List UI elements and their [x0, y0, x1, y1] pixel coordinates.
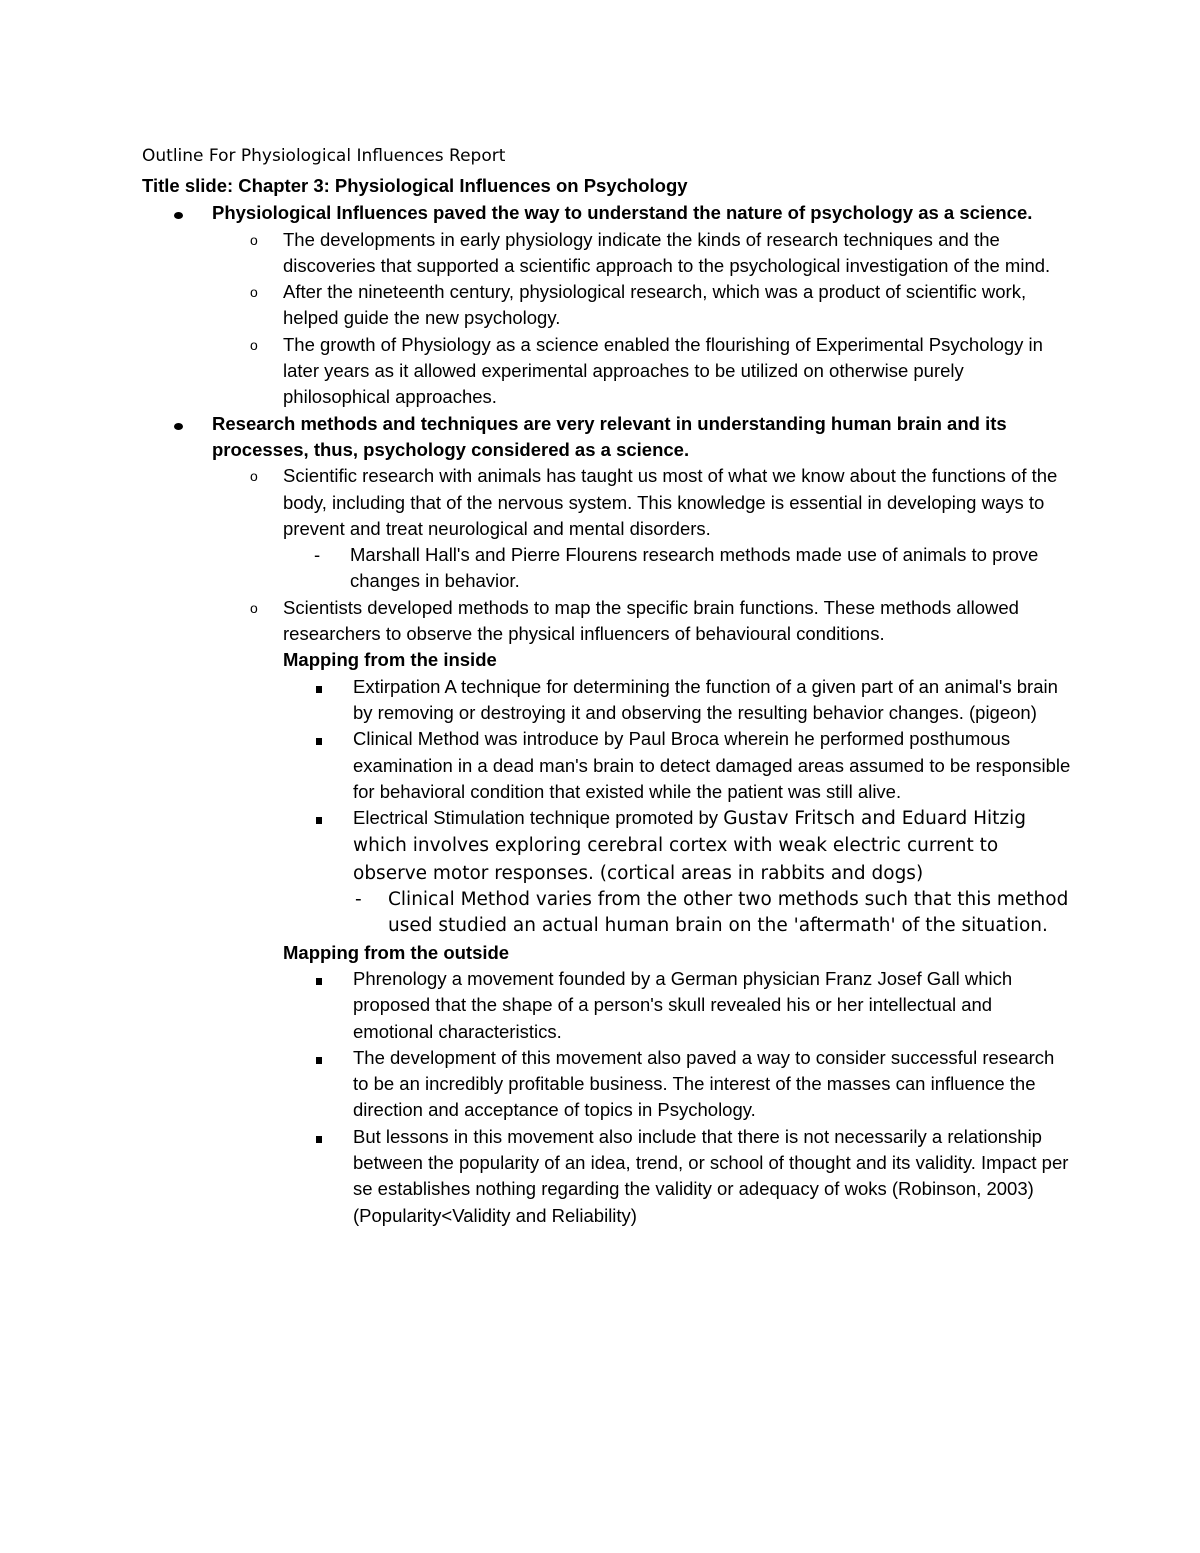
mapping-inside-item [353, 674, 1072, 727]
square-bullet-icon [316, 966, 328, 992]
dash-bullet-icon: - [355, 889, 362, 911]
mapping-outside-heading: Mapping from the outside [283, 941, 510, 963]
section-1-point-text: The developments in early physiology indicate the kinds of research techniques and the discoveries that supported a scientific approach to the psychological investigation of the mind. [283, 228, 1051, 276]
square-bullet-icon [316, 1045, 328, 1071]
section-2-label: Research methods and techniques are very relevant in understanding human brain and its processes, thus, psychology considered as a science. [212, 412, 1007, 460]
section-1-point-text: The growth of Physiology as a science enabled the flourishing of Experimental Psychology in later years as it allowed experimental approaches to be utilized on otherwise purely philosophical approaches. [283, 333, 1043, 408]
document-body [142, 143, 1072, 1229]
bullet-disc-icon [174, 411, 194, 437]
mapping-inside-item-text: Extirpation A technique for determining the function of a given part of an animal's brain by removing or destroying it and observing the resulting behavior changes. (pigeon) [353, 675, 1058, 723]
section-2-point [250, 595, 1072, 648]
document-heading: Outline For Physiological Influences Report [142, 146, 506, 166]
circle-bullet-icon: o [250, 599, 258, 616]
section-2-point-text: Scientific research with animals has taught us most of what we know about the functions of the body, including that of the nervous system. This knowledge is essential in developing ways to prevent and treat neurological and mental disorders. [283, 465, 1058, 539]
bullet-disc-icon [174, 200, 194, 226]
section-1-point [250, 279, 1072, 332]
mapping-outside-item [353, 1124, 1072, 1229]
title-slide-line: Title slide: Chapter 3: Physiological Influences on Psychology [142, 175, 688, 196]
section-1-bullet [212, 200, 1072, 226]
mapping-inside-item-text-rest: Gustav Fritsch and Eduard Hitzig which involves exploring cerebral cortex with weak electric current to observe motor responses. (cortical areas in rabbits and dogs) [353, 808, 1027, 884]
circle-bullet-icon: o [250, 468, 258, 485]
circle-bullet-icon: o [250, 231, 258, 248]
section-2-point-text: Scientists developed methods to map the specific brain functions. These methods allowed researchers to observe the physical influencers of behavioural conditions. [283, 596, 1019, 645]
square-bullet-icon [316, 674, 328, 700]
section-1-point-text: After the nineteenth century, physiological research, which was a product of scientific work, helped guide the new psychology. [283, 281, 1027, 329]
circle-bullet-icon: o [250, 284, 258, 301]
mapping-inside-note-text: Clinical Method varies from the other two methods such that this method used studied an actual human brain on the 'aftermath' of the situation. [388, 889, 1069, 937]
mapping-outside-item-text: But lessons in this movement also include that there is not necessarily a relationship between the popularity of an idea, trend, or school of thought and its validity. Impact per se establishes nothing regarding the validity or adequacy of woks (Robinson, 2003) (Popularity<Validity and Reliability) [353, 1125, 1069, 1226]
section-2-subpoint-text: Marshall Hall's and Pierre Flourens research methods made use of animals to prove changes in behavior. [350, 544, 1039, 592]
mapping-outside-item [353, 1045, 1072, 1124]
circle-bullet-icon: o [250, 336, 258, 353]
square-bullet-icon [316, 1124, 328, 1150]
section-1-point [250, 227, 1072, 280]
dash-bullet-icon: - [314, 544, 321, 566]
mapping-inside-item [353, 805, 1072, 887]
section-2-point [250, 463, 1072, 542]
mapping-outside-item-text: The development of this movement also paved a way to consider successful research to be an incredibly profitable business. The interest of the masses can influence the direction and acceptance of topics in Psychology. [353, 1046, 1055, 1121]
square-bullet-icon [316, 726, 328, 752]
section-2-subpoint [314, 542, 1072, 595]
mapping-outside-item [353, 966, 1072, 1045]
section-1-label: Physiological Influences paved the way to understand the nature of psychology as a science. [212, 202, 1033, 224]
mapping-inside-heading: Mapping from the inside [283, 649, 497, 671]
section-1-point [250, 332, 1072, 411]
mapping-inside-item-text: Clinical Method was introduce by Paul Broca wherein he performed posthumous examination in a dead man's brain to detect damaged areas assumed to be responsible for behavioral condition that existed while the patient was still alive. [353, 728, 1071, 802]
mapping-inside-item [353, 726, 1072, 805]
mapping-outside-item-text: Phrenology a movement founded by a German physician Franz Josef Gall which proposed that the shape of a person's skull revealed his or her intellectual and emotional characteristics. [353, 967, 1013, 1042]
mapping-inside-item-text-start: Electrical Stimulation technique promoted by [353, 807, 724, 829]
mapping-inside-note [355, 887, 1072, 940]
square-bullet-icon [316, 805, 328, 831]
section-2-bullet [212, 411, 1072, 464]
